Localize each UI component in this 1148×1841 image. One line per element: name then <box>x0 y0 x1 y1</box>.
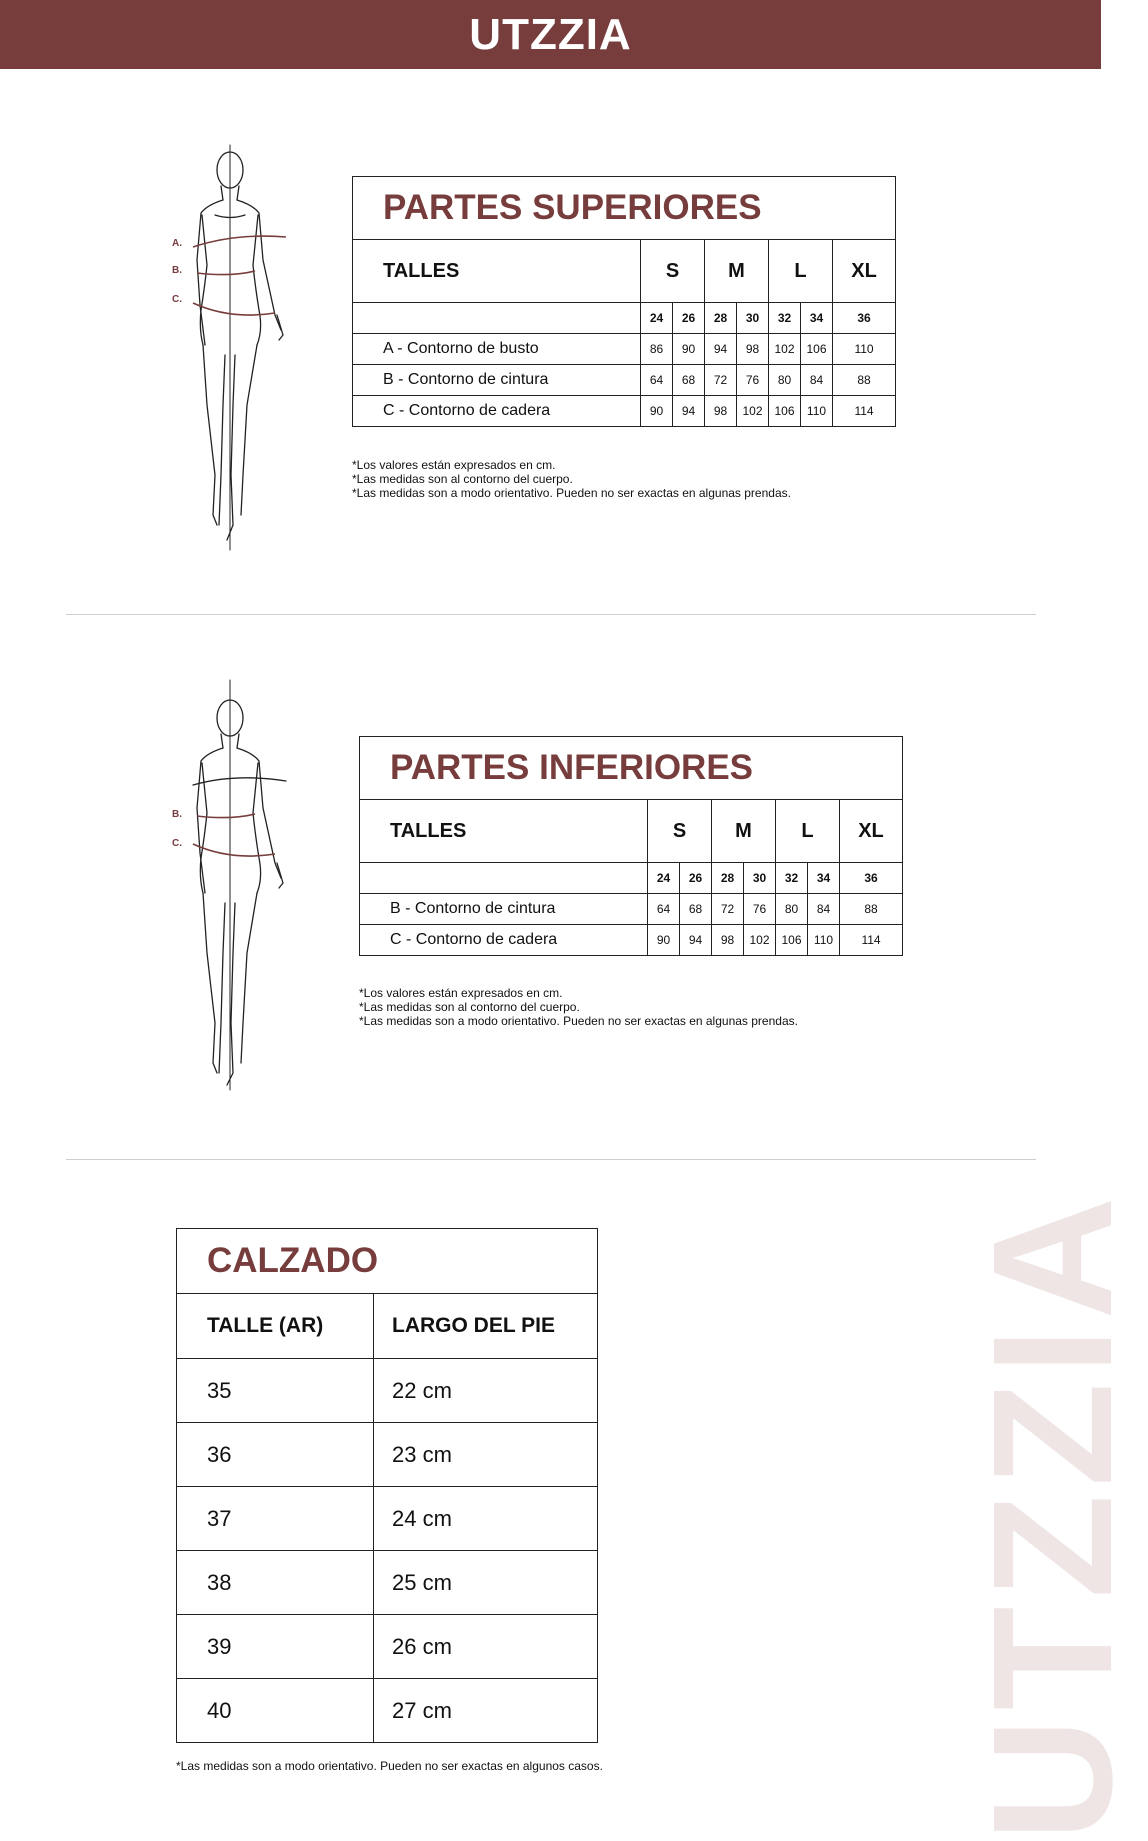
measurement-value: 76 <box>744 894 776 925</box>
upper-number: 26 <box>673 303 705 334</box>
measurement-value: 88 <box>833 365 896 396</box>
measurement-value: 106 <box>801 334 833 365</box>
foot-length: 23 cm <box>374 1423 598 1487</box>
lower-size-s: S <box>648 800 712 863</box>
measurement-value: 68 <box>680 894 712 925</box>
shoe-size: 40 <box>177 1679 374 1743</box>
table-row <box>177 1551 598 1615</box>
table-row <box>360 925 903 956</box>
foot-length: 24 cm <box>374 1487 598 1551</box>
row-label: B - Contorno de cintura <box>360 894 648 925</box>
note-line: *Los valores están expresados en cm. <box>359 986 563 1000</box>
table-row <box>360 894 903 925</box>
measurement-value: 80 <box>776 894 808 925</box>
measurement-value: 84 <box>801 365 833 396</box>
brand-watermark: UTZZIA <box>958 1188 1148 1841</box>
table-row <box>353 396 896 427</box>
measurement-value: 76 <box>737 365 769 396</box>
measurement-value: 102 <box>737 396 769 427</box>
lower-size-xl: XL <box>840 800 903 863</box>
measurement-value: 94 <box>673 396 705 427</box>
lower-number: 36 <box>840 863 903 894</box>
measurement-value: 114 <box>833 396 896 427</box>
lower-table-title: PARTES INFERIORES <box>360 737 903 800</box>
upper-table-title: PARTES SUPERIORES <box>353 177 896 240</box>
table-row <box>353 334 896 365</box>
note-line: *Los valores están expresados en cm. <box>352 458 556 472</box>
upper-number: 34 <box>801 303 833 334</box>
measurement-value: 86 <box>641 334 673 365</box>
upper-number: 30 <box>737 303 769 334</box>
lower-talles-header: TALLES <box>360 800 648 863</box>
row-label: C - Contorno de cadera <box>353 396 641 427</box>
measurement-value: 90 <box>673 334 705 365</box>
section-divider <box>66 614 1036 615</box>
shoe-size: 36 <box>177 1423 374 1487</box>
table-row <box>177 1679 598 1743</box>
upper-size-m: M <box>705 240 769 303</box>
brand-title: UTZZIA <box>469 9 632 59</box>
measurement-value: 98 <box>705 396 737 427</box>
lower-figure-label-b: B. <box>172 809 182 820</box>
lower-figure-label-c: C. <box>172 838 182 849</box>
upper-number-blank <box>353 303 641 334</box>
measurement-value: 98 <box>737 334 769 365</box>
upper-size-table <box>352 176 896 427</box>
measurement-value: 80 <box>769 365 801 396</box>
upper-number: 28 <box>705 303 737 334</box>
measurement-value: 94 <box>705 334 737 365</box>
measurement-value: 114 <box>840 925 903 956</box>
upper-size-xl: XL <box>833 240 896 303</box>
shoe-table-title: CALZADO <box>177 1229 598 1294</box>
lower-number: 34 <box>808 863 840 894</box>
lower-size-table <box>359 736 903 956</box>
row-label: B - Contorno de cintura <box>353 365 641 396</box>
largo-pie-header: LARGO DEL PIE <box>374 1294 598 1359</box>
section-divider <box>66 1159 1036 1160</box>
note-line: *Las medidas son a modo orientativo. Pueden no ser exactas en algunas prendas. <box>352 486 791 500</box>
upper-figure-label-c: C. <box>172 294 182 305</box>
measurement-value: 90 <box>641 396 673 427</box>
measurement-value: 72 <box>712 894 744 925</box>
measurement-value: 102 <box>744 925 776 956</box>
shoe-note: *Las medidas son a modo orientativo. Pueden no ser exactas en algunos casos. <box>176 1759 603 1773</box>
upper-talles-header: TALLES <box>353 240 641 303</box>
measurement-value: 110 <box>833 334 896 365</box>
note-line: *Las medidas son al contorno del cuerpo. <box>359 1000 580 1014</box>
table-row <box>177 1487 598 1551</box>
shoe-size-table <box>176 1228 598 1743</box>
note-line: *Las medidas son al contorno del cuerpo. <box>352 472 573 486</box>
upper-size-l: L <box>769 240 833 303</box>
shoe-size: 37 <box>177 1487 374 1551</box>
measurement-value: 106 <box>776 925 808 956</box>
table-row <box>177 1359 598 1423</box>
lower-size-m: M <box>712 800 776 863</box>
shoe-size: 35 <box>177 1359 374 1423</box>
measurement-value: 90 <box>648 925 680 956</box>
upper-body-figure <box>185 145 295 550</box>
lower-number: 30 <box>744 863 776 894</box>
foot-length: 22 cm <box>374 1359 598 1423</box>
measurement-value: 84 <box>808 894 840 925</box>
measurement-value: 94 <box>680 925 712 956</box>
upper-number: 36 <box>833 303 896 334</box>
measurement-value: 110 <box>801 396 833 427</box>
upper-figure-label-b: B. <box>172 265 182 276</box>
lower-notes <box>359 986 798 1028</box>
measurement-value: 98 <box>712 925 744 956</box>
measurement-value: 72 <box>705 365 737 396</box>
lower-number: 32 <box>776 863 808 894</box>
foot-length: 26 cm <box>374 1615 598 1679</box>
shoe-size: 38 <box>177 1551 374 1615</box>
note-line: *Las medidas son a modo orientativo. Pueden no ser exactas en algunas prendas. <box>359 1014 798 1028</box>
lower-size-l: L <box>776 800 840 863</box>
upper-number: 32 <box>769 303 801 334</box>
shoe-size: 39 <box>177 1615 374 1679</box>
row-label: A - Contorno de busto <box>353 334 641 365</box>
upper-notes <box>352 458 791 500</box>
table-row <box>177 1423 598 1487</box>
upper-figure-label-a: A. <box>172 238 182 249</box>
lower-number: 24 <box>648 863 680 894</box>
brand-header <box>0 0 1101 69</box>
table-row <box>353 365 896 396</box>
foot-length: 27 cm <box>374 1679 598 1743</box>
measurement-value: 64 <box>648 894 680 925</box>
measurement-value: 88 <box>840 894 903 925</box>
table-row <box>177 1615 598 1679</box>
lower-number: 28 <box>712 863 744 894</box>
measurement-value: 106 <box>769 396 801 427</box>
lower-body-figure <box>185 680 295 1090</box>
row-label: C - Contorno de cadera <box>360 925 648 956</box>
upper-number: 24 <box>641 303 673 334</box>
lower-number: 26 <box>680 863 712 894</box>
measurement-value: 64 <box>641 365 673 396</box>
measurement-value: 102 <box>769 334 801 365</box>
foot-length: 25 cm <box>374 1551 598 1615</box>
talle-ar-header: TALLE (AR) <box>177 1294 374 1359</box>
measurement-value: 110 <box>808 925 840 956</box>
upper-size-s: S <box>641 240 705 303</box>
lower-number-blank <box>360 863 648 894</box>
measurement-value: 68 <box>673 365 705 396</box>
